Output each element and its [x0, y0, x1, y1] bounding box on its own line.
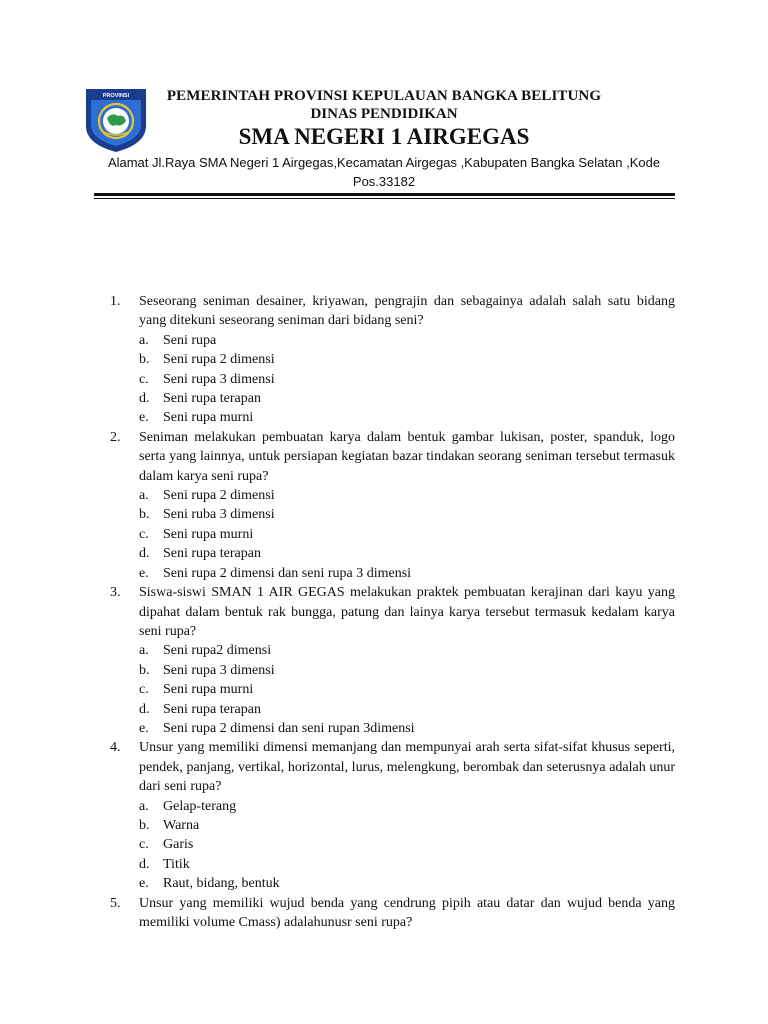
option-letter: a.: [139, 643, 149, 659]
question-text: Unsur yang memiliki dimensi memanjang dan mempunyai arah serta sifat-sifat khusus seperti, pendek, panjang, vertikal, horizontal, lurus, melengkung, berombak dan seterusnya adalah unur dari seni rupa?: [139, 740, 675, 795]
option-e: [110, 874, 675, 893]
option-c: [110, 525, 675, 544]
address-line-1: Alamat Jl.Raya SMA Negeri 1 Airgegas,Kecamatan Airgegas ,Kabupaten Bangka Selatan ,Kode: [107, 155, 661, 170]
option-letter: d.: [139, 856, 150, 872]
question-2: [110, 428, 675, 583]
option-letter: d.: [139, 701, 150, 717]
option-text: Seni rupa murni: [163, 410, 254, 426]
option-text: Seni rupa terapan: [163, 546, 261, 562]
option-a: [110, 486, 675, 505]
option-b: [110, 505, 675, 524]
government-title: PEMERINTAH PROVINSI KEPULAUAN BANGKA BELITUNG: [166, 88, 602, 104]
question-number: 4.: [110, 740, 121, 756]
option-letter: c.: [139, 371, 149, 387]
question-number: 5.: [110, 895, 121, 911]
option-text: Warna: [163, 817, 200, 833]
option-letter: e.: [139, 565, 149, 581]
question-list: [110, 292, 675, 932]
option-b: [110, 661, 675, 680]
option-text: Seni rupa terapan: [163, 391, 261, 407]
option-b: [110, 350, 675, 369]
question-text: Siswa-siswi SMAN 1 AIR GEGAS melakukan praktek pembuatan kerajinan dari kayu yang dipahat dalam bentuk rak bungga, patung dan lainya karya tersebut termasuk kedalam karya seni rupa?: [139, 585, 675, 639]
option-letter: b.: [139, 817, 150, 833]
header-divider-thick: [94, 193, 675, 196]
option-letter: a.: [139, 488, 149, 504]
option-text: Seni rupa 3 dimensi: [163, 371, 275, 387]
option-d: [110, 700, 675, 719]
question-3: [110, 583, 675, 738]
option-d: [110, 544, 675, 563]
option-b: [110, 816, 675, 835]
header-divider-thin: [94, 198, 675, 199]
option-letter: d.: [139, 546, 150, 562]
option-letter: d.: [139, 391, 150, 407]
option-letter: c.: [139, 682, 149, 698]
option-letter: e.: [139, 720, 149, 736]
option-d: [110, 855, 675, 874]
option-e: [110, 408, 675, 427]
option-letter: b.: [139, 352, 150, 368]
question-number: 2.: [110, 429, 121, 445]
question-number: 1.: [110, 294, 121, 309]
question-text: Seniman melakukan pembuatan karya dalam bentuk gambar lukisan, poster, spanduk, logo serta yang lainnya, untuk persiapan kegiatan bazar tindakan seorang seniman tersebut termasuk dalam karya seni rupa?: [139, 429, 675, 484]
option-letter: c.: [139, 837, 149, 853]
option-d: [110, 389, 675, 408]
question-1: [110, 292, 675, 428]
option-text: Seni rupa terapan: [163, 701, 261, 717]
option-text: Seni rupa 3 dimensi: [163, 662, 275, 678]
question-4: [110, 738, 675, 893]
question-5: [110, 894, 675, 933]
option-text: Seni ruba 3 dimensi: [163, 507, 275, 523]
option-letter: b.: [139, 507, 150, 523]
option-e: [110, 564, 675, 583]
option-text: Seni rupa 2 dimensi dan seni rupan 3dimensi: [163, 720, 415, 736]
option-a: [110, 331, 675, 350]
option-c: [110, 835, 675, 854]
option-e: [110, 719, 675, 738]
option-text: Seni rupa 2 dimensi: [163, 352, 275, 368]
option-text: Gelap-terang: [163, 798, 237, 814]
option-letter: e.: [139, 410, 149, 426]
option-letter: b.: [139, 662, 150, 678]
option-c: [110, 370, 675, 389]
option-letter: a.: [139, 798, 149, 814]
department-title: DINAS PENDIDIKAN: [310, 106, 458, 122]
option-text: Seni rupa murni: [163, 682, 254, 698]
option-text: Raut, bidang, bentuk: [163, 876, 280, 892]
option-a: [110, 641, 675, 660]
option-text: Garis: [163, 837, 194, 853]
option-a: [110, 797, 675, 816]
question-text: Seseorang seniman desainer, kriyawan, pengrajin dan sebagainya adalah salah satu bidang yang ditekuni seseorang seniman dari bidang seni?: [139, 294, 675, 329]
question-text: Unsur yang memiliki wujud benda yang cendrung pipih atau datar dan wujud benda yang memiliki volume Cmass) adalahunusr seni rupa?: [139, 895, 675, 930]
option-text: Seni rupa: [163, 332, 217, 348]
option-text: Seni rupa 2 dimensi: [163, 488, 275, 504]
option-c: [110, 680, 675, 699]
question-number: 3.: [110, 585, 121, 601]
option-text: Seni rupa murni: [163, 526, 254, 542]
option-letter: e.: [139, 876, 149, 892]
option-text: Seni rupa 2 dimensi dan seni rupa 3 dimensi: [163, 565, 412, 581]
option-text: Seni rupa2 dimensi: [163, 643, 272, 659]
option-text: Titik: [163, 856, 190, 872]
address-line-2: Pos.33182: [352, 174, 416, 189]
option-letter: a.: [139, 332, 149, 348]
school-name: SMA NEGERI 1 AIRGEGAS: [238, 124, 530, 149]
logo-top-text: PROVINSI: [102, 93, 130, 99]
option-letter: c.: [139, 526, 149, 542]
